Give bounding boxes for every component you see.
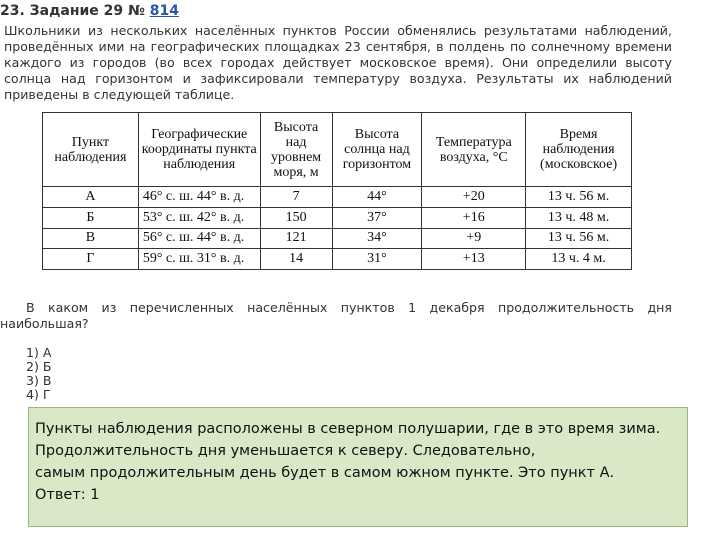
cell-sun-height: 37° — [332, 207, 422, 228]
cell-coordinates: 46° с. ш. 44° в. д. — [138, 187, 260, 208]
task-title: 23. Задание 29 № — [0, 3, 145, 19]
cell-sun-height: 34° — [332, 228, 422, 249]
cell-point: Б — [43, 207, 139, 228]
cell-sun-height: 31° — [332, 249, 422, 270]
cell-point: Г — [43, 249, 139, 270]
header-time: Время наблюдения (московское) — [526, 113, 632, 187]
cell-coordinates: 56° с. ш. 44° в. д. — [138, 228, 260, 249]
option-2[interactable]: 2) Б — [26, 359, 52, 374]
answer-line: самым продолжительным день будет в самом южном пункте. Это пункт А. — [35, 465, 615, 481]
table-row — [43, 187, 632, 208]
answer-options — [26, 346, 52, 402]
answer-explanation-box — [28, 407, 688, 527]
cell-altitude: 14 — [260, 249, 332, 270]
answer-line: Продолжительность дня уменьшается к северу. Следовательно, — [35, 443, 536, 459]
header-sun-height: Высота солнца над горизонтом — [332, 113, 422, 187]
observations-table — [42, 112, 632, 270]
header-point: Пункт наблюдения — [43, 113, 139, 187]
cell-temperature: +16 — [422, 207, 526, 228]
cell-temperature: +20 — [422, 187, 526, 208]
header-coordinates: Географические координаты пункта наблюдения — [138, 113, 260, 187]
option-1[interactable]: 1) А — [26, 345, 52, 360]
cell-time: 13 ч. 4 м. — [526, 249, 632, 270]
cell-time: 13 ч. 48 м. — [526, 207, 632, 228]
cell-time: 13 ч. 56 м. — [526, 228, 632, 249]
cell-point: А — [43, 187, 139, 208]
cell-point: В — [43, 228, 139, 249]
cell-altitude: 121 — [260, 228, 332, 249]
option-4[interactable]: 4) Г — [26, 387, 51, 402]
answer-line: Пункты наблюдения расположены в северном полушарии, где в это время зима. — [35, 421, 661, 437]
option-3[interactable]: 3) В — [26, 373, 52, 388]
cell-time: 13 ч. 56 м. — [526, 187, 632, 208]
table-row — [43, 207, 632, 228]
cell-coordinates: 53° с. ш. 42° в. д. — [138, 207, 260, 228]
table-row — [43, 228, 632, 249]
task-heading — [0, 3, 179, 19]
cell-altitude: 7 — [260, 187, 332, 208]
header-altitude: Высота над уровнем моря, м — [260, 113, 332, 187]
cell-coordinates: 59° с. ш. 31° в. д. — [138, 249, 260, 270]
cell-altitude: 150 — [260, 207, 332, 228]
cell-sun-height: 44° — [332, 187, 422, 208]
header-temperature: Температура воздуха, °С — [422, 113, 526, 187]
answer-final: Ответ: 1 — [35, 487, 100, 503]
task-number-link[interactable]: 814 — [149, 3, 179, 19]
cell-temperature: +9 — [422, 228, 526, 249]
cell-temperature: +13 — [422, 249, 526, 270]
intro-text: Школьники из нескольких населённых пунктов России обменялись результатами наблюдений, проведённых ими на географических площадках 23 сентября, в полдень по солнечному времени каждого из городов (во всех городах действует московское время). Они определили высоту солнца над горизонтом и зафиксировали температуру воздуха. Результаты их наблюдений приведены в следующей таблице. — [4, 23, 672, 102]
question-text: В каком из перечисленных населённых пунктов 1 декабря продолжительность дня наибольшая? — [0, 300, 672, 331]
table-row — [43, 249, 632, 270]
table-header-row — [43, 113, 632, 187]
